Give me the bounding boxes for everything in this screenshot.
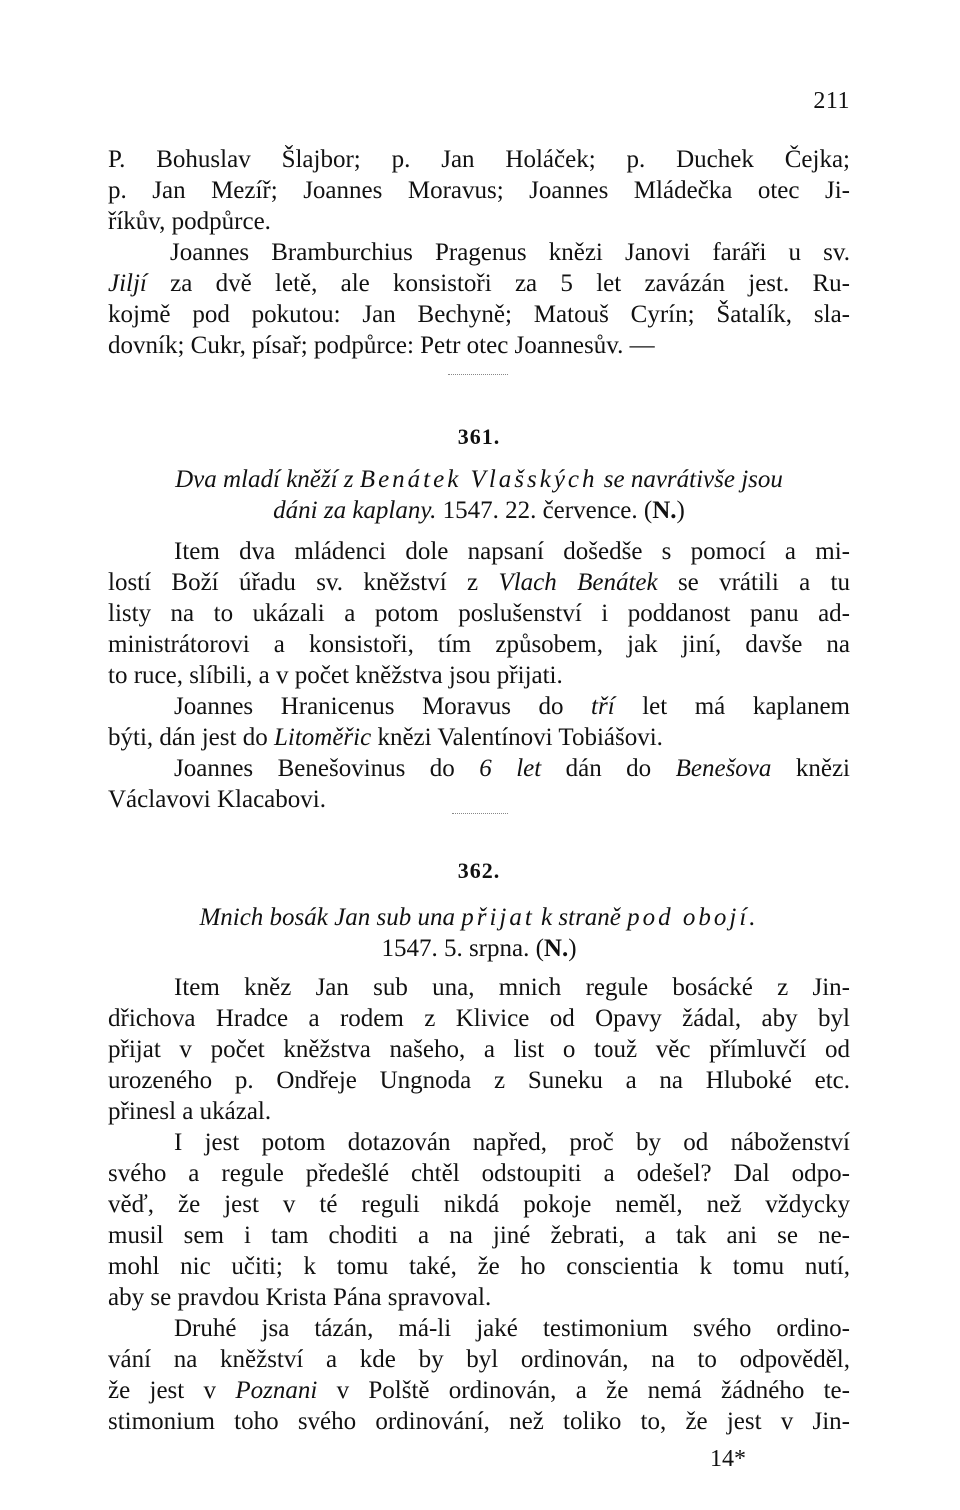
text-run: Václavovi Klacabovi.: [108, 786, 326, 813]
text-run: se navrátivše jsou: [597, 466, 783, 493]
text-line: [108, 1158, 850, 1189]
text-line: [108, 1096, 850, 1127]
text-line: [108, 691, 850, 722]
text-run: 1547. 5. srpna. (: [381, 935, 544, 962]
text-run: Dva mladí kněží z: [175, 466, 360, 493]
text-run: Joannes Benešovinus do: [174, 755, 480, 782]
text-run: ): [568, 935, 577, 962]
text-line: [108, 567, 850, 598]
text-run: musil sem i tam choditi a na jiné žebrati, a tak ani se ne-: [108, 1222, 850, 1249]
text-run: Item dva mládenci dole napsaní došedše s pomocí a mi-: [174, 538, 850, 565]
text-line: [108, 237, 850, 268]
text-run: lostí Boží úřadu sv. kněžství z: [108, 569, 499, 596]
text-run: dřichova Hradce a rodem z Klivice od Opavy žádal, aby byl: [108, 1005, 850, 1032]
text-line: [108, 1344, 850, 1375]
text-run: N.: [543, 935, 569, 962]
heading-line: [108, 495, 850, 526]
text-run: k straně: [534, 904, 628, 931]
text-run: listy na to ukázali a potom poslušenství i poddanost panu ad-: [108, 600, 850, 627]
text-line: [108, 1375, 850, 1406]
text-run: 1547. 22. července. (: [436, 497, 653, 524]
text-run: P. Bohuslav Šlajbor; p. Jan Holáček; p. Duchek Čejka;: [108, 146, 850, 173]
text-run: Litoměřic: [273, 724, 372, 751]
text-run: dán do: [541, 755, 676, 782]
text-run: Mnich bosák Jan sub una: [199, 904, 462, 931]
text-run: aby se pravdou Krista Pána spravoval.: [108, 1284, 492, 1311]
text-line: [108, 1189, 850, 1220]
text-run: kojmě pod pokutou: Jan Bechyně; Matouš Cyrín; Šatalík, sla-: [108, 301, 850, 328]
text-run: Joannes Bramburchius Pragenus knězi Janovi faráři u sv.: [170, 239, 850, 266]
text-run: říkův, podpůrce.: [108, 208, 271, 235]
text-run: dáni za kaplany.: [273, 497, 437, 524]
text-run: ministrátorovi a konsistoři, tím způsobem, jak jiní, davše na: [108, 631, 850, 658]
text-run: knězi Valentínovi Tobiášovi.: [371, 724, 663, 751]
text-line: [108, 536, 850, 567]
text-line: [108, 1220, 850, 1251]
text-line: [108, 753, 850, 784]
text-line: [108, 1313, 850, 1344]
text-run: pod obojí.: [627, 904, 759, 931]
text-line: [108, 144, 850, 175]
text-run: Jiljí: [108, 270, 147, 297]
text-run: se vrátili a tu: [657, 569, 850, 596]
section-body: [108, 536, 850, 815]
text-line: [108, 1406, 850, 1437]
text-run: Vlach Benátek: [498, 569, 658, 596]
text-run: knězi: [771, 755, 850, 782]
text-run: věď, že jest v té reguli nikdá pokoje neměl, než vždycky: [108, 1191, 850, 1218]
text-line: [108, 330, 850, 361]
text-run: Item kněz Jan sub una, mnich regule bosácké z Jin-: [174, 974, 850, 1001]
text-run: dovník; Cukr, písař; podpůrce: Petr otec Joannesův. —: [108, 332, 655, 359]
text-run: Benešova: [675, 755, 772, 782]
text-run: p. Jan Mezíř; Joannes Moravus; Joannes Mládečka otec Ji-: [108, 177, 850, 204]
text-line: [108, 598, 850, 629]
text-run: přijat: [461, 904, 535, 931]
text-line: [108, 268, 850, 299]
heading-line: [108, 933, 850, 964]
section-divider: [452, 813, 508, 814]
heading-line: [108, 464, 850, 495]
section-body: [108, 972, 850, 1437]
text-run: to ruce, slíbili, a v počet kněžstva jsou přijati.: [108, 662, 563, 689]
text-run: svého a regule předešlé chtěl odstoupiti a odešel? Dal odpo-: [108, 1160, 850, 1187]
intro-paragraph: [108, 144, 850, 361]
text-line: [108, 1034, 850, 1065]
text-run: N.: [652, 497, 677, 524]
text-run: ): [676, 497, 685, 524]
text-run: přijat v počet kněžstva našeho, a list o touž věc přímluvčí od: [108, 1036, 850, 1063]
text-line: [108, 1003, 850, 1034]
text-run: Poznani: [235, 1377, 318, 1404]
text-line: [108, 175, 850, 206]
section-divider: [448, 374, 508, 375]
text-run: přinesl a ukázal.: [108, 1098, 272, 1125]
text-run: v Polště ordinován, a že nemá žádného te-: [317, 1377, 850, 1404]
text-run: 6 let: [479, 755, 542, 782]
text-run: stimonium toho svého ordinování, než toliko to, že jest v Jin-: [108, 1408, 850, 1435]
text-line: [108, 629, 850, 660]
text-line: [108, 299, 850, 330]
section-heading: [108, 464, 850, 526]
text-line: [108, 784, 850, 815]
signature-mark: 14*: [710, 1446, 746, 1472]
text-run: Benátek Vlašských: [359, 466, 598, 493]
text-line: [108, 722, 850, 753]
text-line: [108, 206, 850, 237]
page-number: 211: [813, 88, 850, 114]
text-run: vání na kněžství a kde by byl ordinován, na to odpověděl,: [108, 1346, 850, 1373]
text-line: [108, 1065, 850, 1096]
heading-line: [108, 902, 850, 933]
text-run: býti, dán jest do: [108, 724, 274, 751]
text-run: Druhé jsa tázán, má-li jaké testimonium svého ordino-: [174, 1315, 850, 1342]
text-run: za dvě letě, ale konsistoři za 5 let zavázán jest. Ru-: [146, 270, 850, 297]
section-heading: [108, 902, 850, 964]
text-line: [108, 1282, 850, 1313]
text-run: I jest potom dotazován napřed, proč by od náboženství: [174, 1129, 850, 1156]
text-line: [108, 1251, 850, 1282]
text-line: [108, 972, 850, 1003]
section-number: 361.: [457, 424, 501, 449]
text-run: let má kaplanem: [614, 693, 851, 720]
text-run: mohl nic učiti; k tomu také, že ho conscientia k tomu nutí,: [108, 1253, 850, 1280]
section-number: 362.: [457, 858, 501, 883]
text-run: že jest v: [108, 1377, 236, 1404]
text-line: [108, 660, 850, 691]
text-line: [108, 1127, 850, 1158]
text-run: Joannes Hranicenus Moravus do: [174, 693, 592, 720]
text-run: tří: [591, 693, 615, 720]
text-run: urozeného p. Ondřeje Ungnoda z Suneku a na Hluboké etc.: [108, 1067, 850, 1094]
